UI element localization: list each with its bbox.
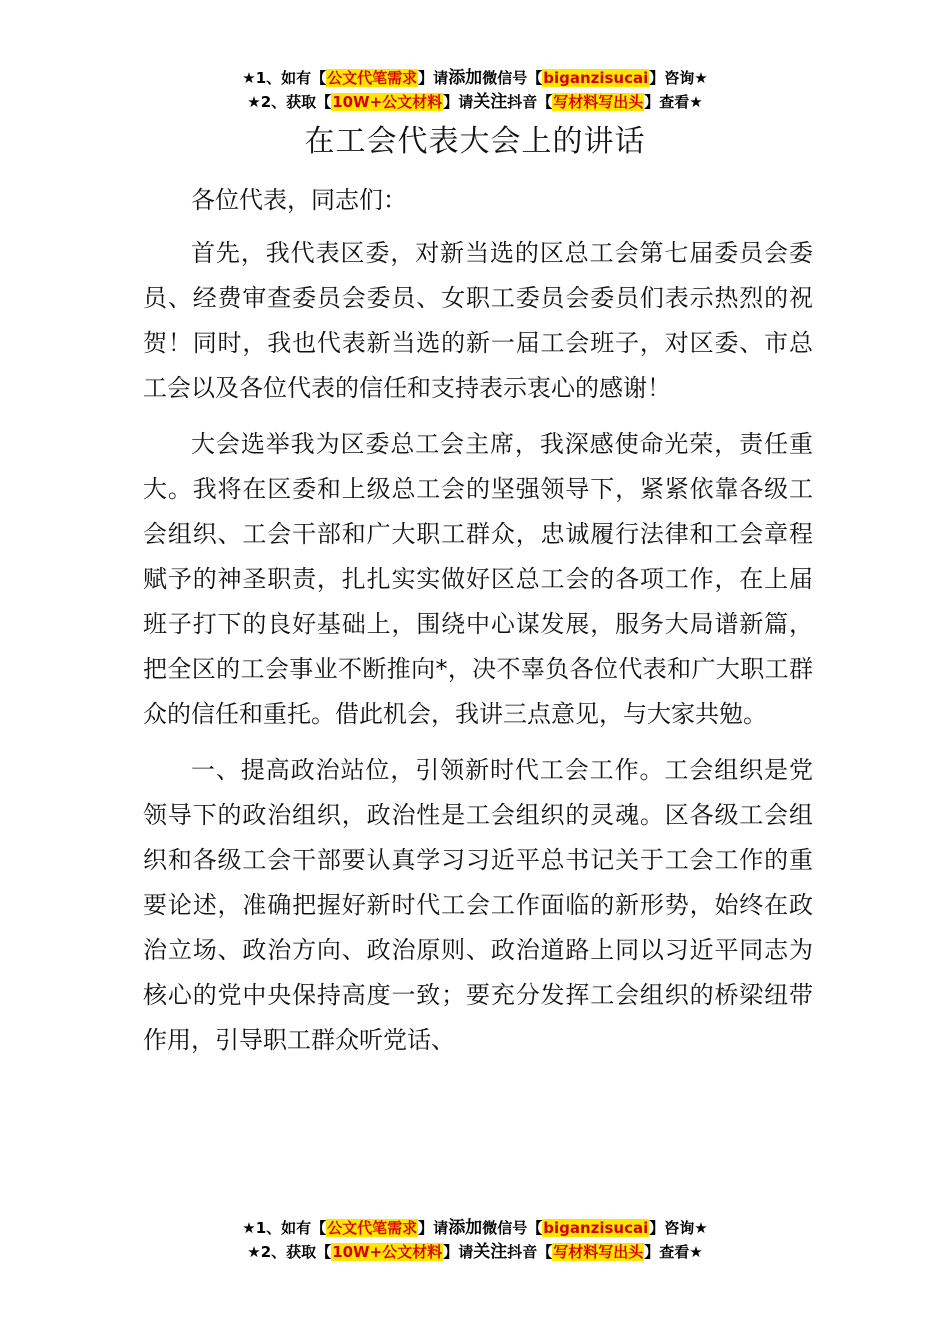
- footer-banner: [0, 1216, 950, 1264]
- footer-banner-line-1: ★1、如有【公文代笔需求】请添加微信号【biganzisucai】咨询★: [242, 1218, 708, 1238]
- document-title: 在工会代表大会上的讲话: [304, 124, 646, 159]
- paragraph-2: 大会选举我为区委总工会主席，我深感使命光荣，责任重大。我将在区委和上级总工会的坚强领导下，紧紧依靠各级工会组织、工会干部和广大职工群众，忠诚履行法律和工会章程赋予的神圣职责，扎扎实实做好区总工会的各项工作，在上届班子打下的良好基础上，围绕中心谋发展，服务大局谱新篇，把全区的工会事业不断推向*，决不辜负各位代表和广大职工群众的信任和重托。借此机会，我讲三点意见，与大家共勉。: [143, 430, 813, 728]
- paragraph-1: 首先，我代表区委，对新当选的区总工会第七届委员会委员、经费审查委员会委员、女职工委员会委员们表示热烈的祝贺！同时，我也代表新当选的新一届工会班子，对区委、市总工会以及各位代表的信任和支持表示衷心的感谢！: [143, 239, 813, 402]
- header-banner: [0, 66, 950, 114]
- document-body: [143, 178, 813, 1074]
- header-banner-line-1: ★1、如有【公文代笔需求】请添加微信号【biganzisucai】咨询★: [242, 68, 708, 88]
- paragraph-3: 一、提高政治站位，引领新时代工会工作。工会组织是党领导下的政治组织，政治性是工会组织的灵魂。区各级工会组织和各级工会干部要认真学习习近平总书记关于工会工作的重要论述，准确把握好新时代工会工作面临的新形势，始终在政治立场、政治方向、政治原则、政治道路上同以习近平同志为核心的党中央保持高度一致；要充分发挥工会组织的桥梁纽带作用，引导职工群众听党话、: [143, 756, 813, 1054]
- greeting: 各位代表，同志们：: [191, 186, 407, 214]
- header-banner-line-2: ★2、获取【10W+公文材料】请关注抖音【写材料写出头】查看★: [247, 92, 703, 112]
- footer-banner-line-2: ★2、获取【10W+公文材料】请关注抖音【写材料写出头】查看★: [247, 1242, 703, 1262]
